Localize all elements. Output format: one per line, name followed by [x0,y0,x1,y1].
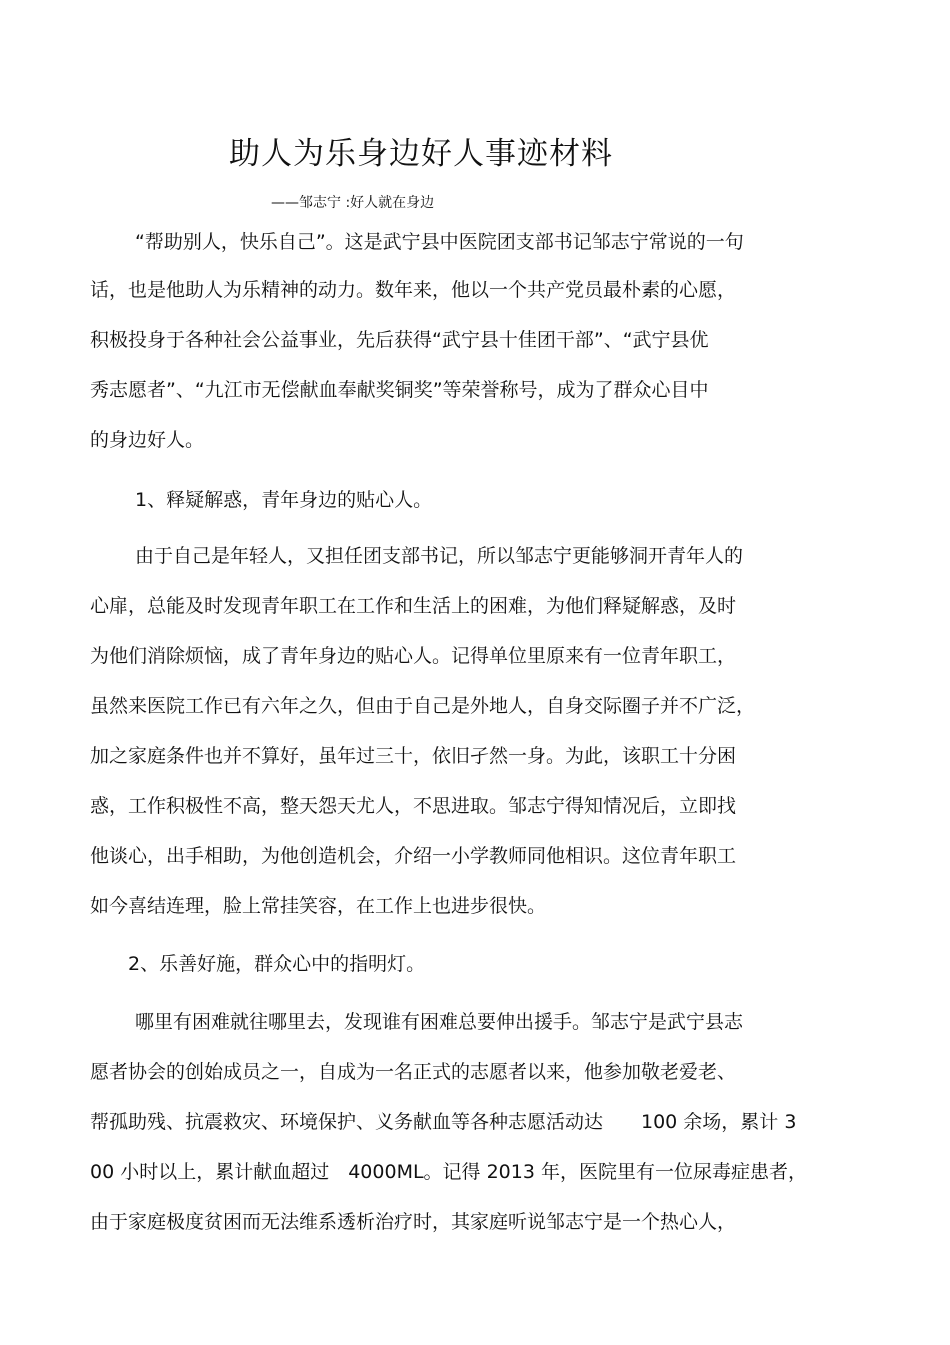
section-heading: 1、释疑解惑，青年身边的贴心人。 [135,489,433,511]
paragraph-line: “帮助别人，快乐自己”。这是武宁县中医院团支部书记邹志宁常说的一句 [135,231,744,253]
paragraph-line: 心扉，总能及时发现青年职工在工作和生活上的困难，为他们释疑解惑，及时 [90,595,737,617]
paragraph-line: 加之家庭条件也并不算好，虽年过三十，依旧孑然一身。为此，该职工十分困 [90,745,737,767]
paragraph-line: 由于家庭极度贫困而无法维系透析治疗时，其家庭听说邹志宁是一个热心人， [90,1211,737,1233]
document-subtitle: ——邹志宁 :好人就在身边 [271,195,435,211]
paragraph-line: 惑，工作积极性不高，整天怨天尤人，不思进取。邹志宁得知情况后，立即找 [90,795,737,817]
paragraph-line: 的身边好人。 [90,429,205,451]
paragraph-line: 为他们消除烦恼，成了青年身边的贴心人。记得单位里原来有一位青年职工， [90,645,737,667]
paragraph-line: 秀志愿者”、“九江市无偿献血奉献奖铜奖”等荣誉称号，成为了群众心目中 [90,379,709,401]
paragraph-line: 话，也是他助人为乐精神的动力。数年来，他以一个共产党员最朴素的心愿， [90,279,737,301]
paragraph-line: 如今喜结连理，脸上常挂笑容，在工作上也进步很快。 [90,895,547,917]
paragraph-line: 虽然来医院工作已有六年之久，但由于自己是外地人，自身交际圈子并不广泛， [90,695,756,717]
section-heading: 2、乐善好施，群众心中的指明灯。 [128,953,426,975]
paragraph-line: 愿者协会的创始成员之一，自成为一名正式的志愿者以来，他参加敬老爱老、 [90,1061,737,1083]
paragraph-line: 帮孤助残、抗震救灾、环境保护、义务献血等各种志愿活动达 100 余场，累计 3 [90,1111,797,1133]
document-title: 助人为乐身边好人事迹材料 [229,136,613,172]
paragraph-line: 由于自己是年轻人，又担任团支部书记，所以邹志宁更能够洞开青年人的 [135,545,744,567]
paragraph-line: 00 小时以上，累计献血超过 4000ML。记得 2013 年，医院里有一位尿毒症患者， [90,1161,807,1183]
paragraph-line: 积极投身于各种社会公益事业，先后获得“武宁县十佳团干部”、“武宁县优 [90,329,709,351]
paragraph-line: 哪里有困难就往哪里去，发现谁有困难总要伸出援手。邹志宁是武宁县志 [135,1011,744,1033]
paragraph-line: 他谈心，出手相助，为他创造机会，介绍一小学教师同他相识。这位青年职工 [90,845,737,867]
